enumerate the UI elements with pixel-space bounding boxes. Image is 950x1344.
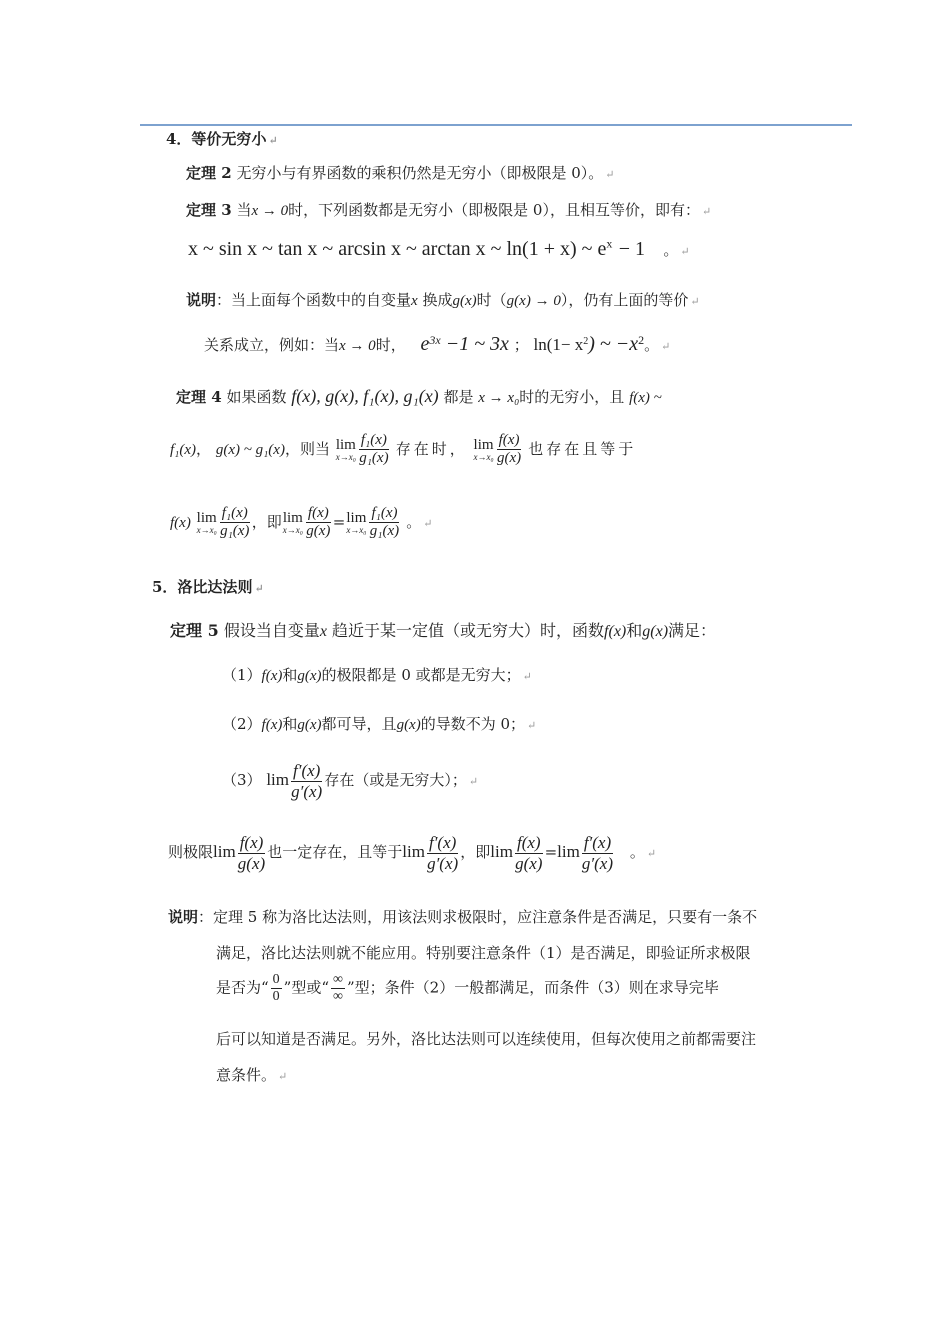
condition-3: （3） lim $\frac{f'(x)}{g'(x)}$ 存在（或是无穷大）； ↵ <box>222 761 479 801</box>
note-2-line-3: 是否为“ $\frac{0}{0}$ ”型或“ $\frac{\infty}{\infty}$ ”型；条件（2）一般都满足，而条件（3）则在求导完毕 <box>216 972 719 1005</box>
note-1: 说明：当上面每个函数中的自变量x 换成g(x)时（g(x) → 0），仍有上面的等价 ↵ <box>186 291 700 309</box>
fraction-zero-zero: $\frac{0}{0}$ <box>272 972 280 1005</box>
theorem-5: 定理 5 假设当自变量x 趋近于某一定值（或无穷大）时，函数f(x)和g(x)满足： <box>170 621 717 640</box>
fraction-inf-inf: $\frac{\infty}{\infty}$ <box>333 972 343 1005</box>
theorem-2: 定理 2 无穷小与有界函数的乘积仍然是无穷小（即极限是 0）。 ↵ <box>186 164 615 182</box>
equivalence-formula: x ~ sin x ~ tan x ~ arcsin x ~ arctan x ~ ln(1 + x) ~ $e^x - 1$ 。 ↵ <box>188 236 690 260</box>
fraction-f-g: $\frac{f(x)}{g(x)}$ <box>496 432 522 467</box>
note-2-line-5: 意条件。 ↵ <box>216 1066 288 1084</box>
theorem-4-line-3: f(x) lim x→x₀ $\frac{\text{f₁(x)}}{\text{g₁(x)}}$ ，即 lim x→x₀ $\frac{f(x)}{g(x)}$ = lim x→x₀ $\frac{\text{f₁(x)}}{\text{g₁(x)}}$ 。 ↵ <box>170 505 433 540</box>
note-2-line-4: 后可以知道是否满足。另外，洛比达法则可以连续使用，但每次使用之前都需要注 <box>216 1030 757 1048</box>
note-2-line-1: 说明：定理 5 称为洛比达法则，用该法则求极限时，应注意条件是否满足，只要有一条不 <box>168 908 758 926</box>
condition-1: （1）f(x)和g(x)的极限都是 0 或都是无穷大； ↵ <box>222 666 532 684</box>
header-rule <box>140 124 852 126</box>
fraction-fp-gp: $\frac{f'(x)}{g'(x)}$ <box>291 761 323 801</box>
note-1-example: 关系成立，例如：当x → 0时， $e^{3x} -1$ ~ 3x ； $\ln(1- x^2)$ ~ $-x^2$。 ↵ <box>204 333 671 355</box>
section-5-heading: 5．洛比达法则 ↵ <box>152 578 264 596</box>
theorem-3: 定理 3 当x → 0时，下列函数都是无穷小（即极限是 0），且相互等价，即有： ↵ <box>186 201 712 219</box>
theorem-4-line-2: f₁(x)， g(x) ~ g₁(x)，则当 lim x→x₀ $\frac{\text{f₁(x)}}{\text{g₁(x)}}$ 存在时， lim x→x₀ $\frac{f(x)}{g(x)}$ 也存在且等于 <box>170 432 637 467</box>
fraction-f1-g1: $\frac{\text{f₁(x)}}{\text{g₁(x)}}$ <box>359 432 389 467</box>
note-2-line-2: 满足，洛比达法则就不能应用。特别要注意条件（1）是否满足，即验证所求极限 <box>216 944 751 962</box>
lhopital-conclusion: 则极限lim $\frac{f(x)}{g(x)}$ 也一定存在，且等于lim $\frac{f'(x)}{g'(x)}$ ，即lim $\frac{f(x)}{g(x)}$ =lim $\frac{f'(x)}{g'(x)}$ 。 ↵ <box>168 833 657 873</box>
theorem-4: 定理 4 如果函数 f(x), g(x), f₁(x), g₁(x) 都是 x → x₀时的无穷小，且 f(x) ~ <box>176 386 662 406</box>
limit-symbol: lim x→x₀ <box>335 436 356 462</box>
condition-2: （2）f(x)和g(x)都可导，且g(x)的导数不为 0； ↵ <box>222 715 537 733</box>
section-4-heading: 4．等价无穷小 ↵ <box>166 130 278 148</box>
